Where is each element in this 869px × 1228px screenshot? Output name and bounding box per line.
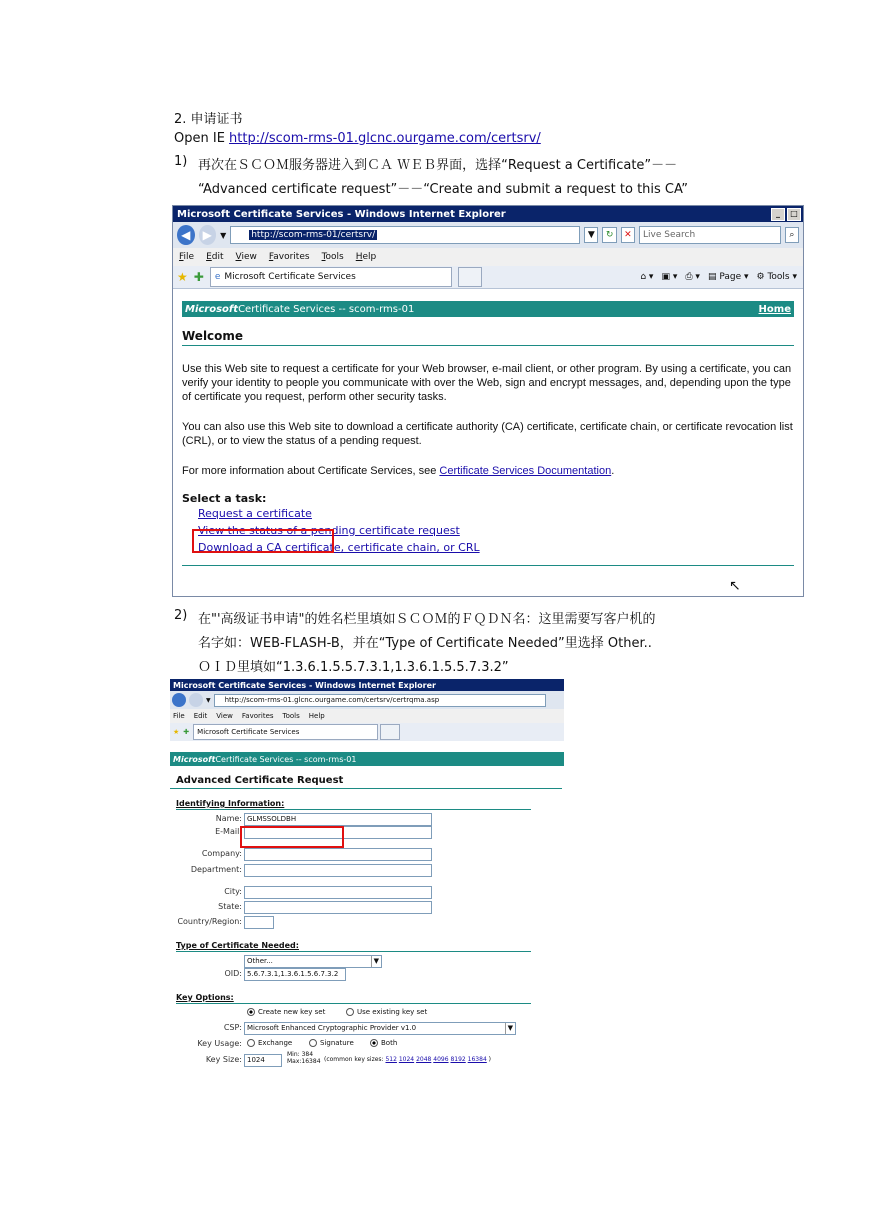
usage-both-radio[interactable]: Both — [370, 1039, 397, 1047]
header-text: Certificate Services -- scom-rms-01 — [238, 303, 415, 315]
highlight-box — [192, 529, 334, 553]
intro-paragraph-2: You can also use this Web site to download a certificate authority (CA) certificate, certificate chain, or certificate revocation list (CRL), or to view the status of a pending request. — [182, 421, 793, 447]
menu-file[interactable]: File — [179, 252, 195, 262]
cert-type-select[interactable]: Other... ▼ — [244, 955, 382, 968]
company-field[interactable] — [244, 848, 432, 861]
department-field[interactable] — [244, 864, 432, 877]
bottom-divider — [182, 565, 794, 566]
usage-signature-radio[interactable]: Signature — [309, 1039, 354, 1047]
menu-edit[interactable]: Edit — [206, 252, 224, 262]
keyset-row — [170, 1007, 564, 1020]
menu-view[interactable]: View — [235, 252, 257, 262]
feeds-icon[interactable]: ▣ ▾ — [661, 272, 678, 282]
radio-icon — [346, 1008, 354, 1016]
open-ie-line — [174, 131, 541, 146]
ie-title-bar-2: Microsoft Certificate Services - Windows Internet Explorer — [170, 679, 564, 691]
address-text: http://scom-rms-01/certsrv/ — [251, 230, 376, 240]
microsoft-brand: Microsoft — [185, 303, 239, 315]
page-menu[interactable]: ▤ Page ▾ — [707, 272, 749, 282]
step1-line1: 再次在ＳＣＯＭ服务器进入到ＣＡ ＷＥＢ界面，选择“Request a Certificate”－－ — [198, 158, 678, 173]
select-arrow-icon: ▼ — [371, 956, 381, 967]
menu-favorites[interactable]: Favorites — [241, 712, 274, 720]
window-controls — [771, 208, 801, 221]
step2-number: 2) — [174, 608, 188, 623]
menu-tools[interactable]: Tools — [282, 712, 300, 720]
radio-selected-icon — [247, 1008, 255, 1016]
csp-select[interactable]: Microsoft Enhanced Cryptographic Provider v1.0 ▼ — [244, 1022, 516, 1035]
city-field[interactable] — [244, 886, 432, 899]
key-size-4096-link[interactable]: 4096 — [433, 1056, 449, 1063]
download-ca-certificate-link[interactable]: Download a CA certificate, certificate chain, or CRL — [198, 541, 480, 554]
menu-help[interactable]: Help — [355, 252, 377, 262]
home-link[interactable]: Home — [758, 303, 791, 315]
oid-field[interactable]: 5.6.7.3.1,1.3.6.1.5.6.7.3.2 — [244, 968, 346, 981]
open-ie-prefix: Open IE — [174, 131, 230, 146]
key-size-8192-link[interactable]: 8192 — [450, 1056, 466, 1063]
menu-help[interactable]: Help — [308, 712, 325, 720]
tab-title: Microsoft Certificate Services — [224, 272, 356, 282]
name-highlight-box — [240, 826, 344, 848]
radio-icon — [309, 1039, 317, 1047]
menu-favorites[interactable]: Favorites — [268, 252, 310, 262]
dropdown-arrow-icon[interactable]: ▼ — [206, 696, 211, 704]
search-icon[interactable]: ⌕ — [785, 227, 799, 243]
step2-line1: 在"'高级证书申请"的姓名栏里填如ＳＣＯＭ的ＦＱＤＮ名：这里需要写客户机的 — [198, 612, 656, 627]
forward-arrow-icon[interactable] — [189, 693, 203, 707]
country-row: Country/Region: — [170, 916, 564, 929]
menu-tools[interactable]: Tools — [321, 252, 344, 262]
key-size-16384-link[interactable]: 16384 — [467, 1056, 487, 1063]
country-field[interactable] — [244, 916, 274, 929]
key-size-1024-link[interactable]: 1024 — [398, 1056, 415, 1063]
documentation-link[interactable]: Certificate Services Documentation — [439, 465, 612, 477]
stop-icon[interactable]: ✕ — [621, 227, 635, 243]
maximize-button[interactable]: □ — [787, 208, 801, 221]
usage-exchange-radio[interactable]: Exchange — [247, 1039, 292, 1047]
cert-services-header-2: Microsoft Certificate Services -- scom-rms-01 — [170, 752, 564, 766]
search-input[interactable]: Live Search — [639, 226, 781, 244]
certsrv-url-link[interactable]: http://scom-rms-01.glcnc.ourgame.com/certsrv/ — [229, 131, 541, 146]
microsoft-brand: Microsoft — [173, 754, 216, 764]
state-row: State: — [170, 901, 564, 914]
key-size-field[interactable]: 1024 — [244, 1054, 282, 1067]
company-row: Company: — [170, 848, 564, 861]
view-pending-status-link[interactable]: View the status of a pending certificate request — [198, 524, 460, 537]
key-size-512-link[interactable]: 512 — [385, 1056, 397, 1063]
menu-bar-2 — [170, 709, 564, 723]
ie-window-title: Microsoft Certificate Services - Windows Internet Explorer — [177, 208, 506, 220]
menu-edit[interactable]: Edit — [193, 712, 208, 720]
favorites-row — [173, 266, 803, 289]
address-bar-2[interactable]: http://scom-rms-01.glcnc.ourgame.com/certsrv/certrqma.asp — [214, 694, 546, 707]
key-options-heading: Key Options: — [176, 993, 531, 1004]
email-row: E-Mail: — [170, 826, 564, 839]
minimize-button[interactable]: _ — [771, 208, 785, 221]
browser-tab-2[interactable]: Microsoft Certificate Services — [193, 724, 378, 740]
menu-view[interactable]: View — [216, 712, 233, 720]
favorites-star-icon[interactable]: ★ — [177, 270, 188, 284]
select-arrow-icon: ▼ — [505, 1023, 515, 1034]
advanced-request-title: Advanced Certificate Request — [170, 775, 562, 789]
mouse-cursor-icon: ↖ — [729, 578, 741, 594]
cert-type-heading: Type of Certificate Needed: — [176, 941, 531, 952]
identifying-info-heading: Identifying Information: — [176, 799, 531, 810]
radio-selected-icon — [370, 1039, 378, 1047]
browser-tab[interactable] — [210, 267, 452, 287]
ie-page-icon: e — [214, 272, 221, 282]
department-row: Department: — [170, 864, 564, 877]
menu-file[interactable]: File — [173, 712, 185, 720]
tools-menu[interactable]: ⚙ Tools ▾ — [756, 272, 797, 282]
common-key-sizes: (common key sizes: 512 1024 2048 4096 8192 16384 ) — [324, 1056, 492, 1063]
state-field[interactable] — [244, 901, 432, 914]
request-certificate-link[interactable]: Request a certificate — [198, 507, 312, 520]
step1-number: 1) — [174, 154, 188, 169]
city-row: City: — [170, 886, 564, 899]
add-favorite-icon[interactable]: ✚ — [193, 270, 204, 284]
favorites-row-2 — [170, 723, 564, 741]
forward-arrow-icon[interactable]: ▶ — [199, 225, 217, 245]
new-tab-button[interactable] — [380, 724, 400, 740]
key-usage-row: Key Usage: Exchange Signature Both — [197, 1039, 398, 1048]
address-row — [173, 222, 803, 248]
page-content — [173, 301, 803, 594]
cert-services-header — [182, 301, 794, 317]
section-heading: 2. 申请证书 — [174, 112, 243, 127]
add-favorite-icon[interactable]: ✚ — [183, 728, 190, 736]
dropdown-arrow-icon[interactable]: ▼ — [220, 230, 227, 240]
screenshot-advanced-request — [170, 679, 564, 1097]
address-bar[interactable] — [230, 226, 580, 244]
new-tab-button[interactable] — [458, 267, 482, 287]
use-existing-keyset-radio[interactable]: Use existing key set — [346, 1008, 427, 1016]
back-arrow-icon[interactable] — [172, 693, 186, 707]
command-bar — [640, 272, 797, 282]
intro-paragraph-1: Use this Web site to request a certificate for your Web browser, e-mail client, or other program. By using a certificate, you can verify your identity to people you communicate with over the Web, sign and encrypt messages, and, depending upon the type of certificate you request, perform other security tasks. — [182, 363, 792, 403]
oid-row: OID: 5.6.7.3.1,1.3.6.1.5.6.7.3.2 — [170, 968, 564, 981]
key-size-2048-link[interactable]: 2048 — [416, 1056, 432, 1063]
address-row-2 — [170, 691, 564, 709]
home-icon[interactable]: ⌂ ▾ — [640, 272, 654, 282]
menu-bar — [173, 248, 803, 266]
intro-paragraph-3: For more information about Certificate Services, see Certificate Services Documentation. — [182, 465, 615, 477]
screenshot-welcome-page — [172, 205, 804, 597]
csp-row: CSP: Microsoft Enhanced Cryptographic Provider v1.0 ▼ — [170, 1022, 564, 1035]
ie-title-bar — [173, 206, 803, 222]
favorites-star-icon[interactable]: ★ — [173, 728, 180, 736]
name-field[interactable]: GLMSSOLDBH — [244, 813, 432, 826]
step2-line3: ＯＩＤ里填如“1.3.6.1.5.5.7.3.1,1.3.6.1.5.5.7.3.2” — [198, 660, 509, 675]
key-size-limits: Min: 384 Max:16384 — [287, 1051, 321, 1065]
welcome-heading: Welcome — [182, 329, 794, 346]
radio-icon — [247, 1039, 255, 1047]
create-new-keyset-radio[interactable]: Create new key set — [247, 1008, 325, 1016]
address-dropdown-button[interactable]: ▼ — [584, 227, 598, 243]
step2-line2: 名字如：WEB-FLASH-B，并在“Type of Certificate Needed”里选择 Other.. — [198, 636, 652, 651]
step1-line2: “Advanced certificate request”－－“Create and submit a request to this CA” — [198, 182, 689, 197]
refresh-icon[interactable]: ↻ — [602, 227, 616, 243]
key-size-row: Key Size: 1024 Min: 384 Max:16384 (common key sizes: 512 1024 2048 4096 8192 16384 ) — [205, 1051, 492, 1065]
name-row: Name: GLMSSOLDBH — [170, 813, 564, 826]
back-arrow-icon[interactable]: ◀ — [177, 225, 195, 245]
cert-type-row — [170, 955, 564, 968]
print-icon[interactable]: ⎙ ▾ — [685, 272, 700, 282]
select-task-heading: Select a task: — [182, 492, 267, 505]
